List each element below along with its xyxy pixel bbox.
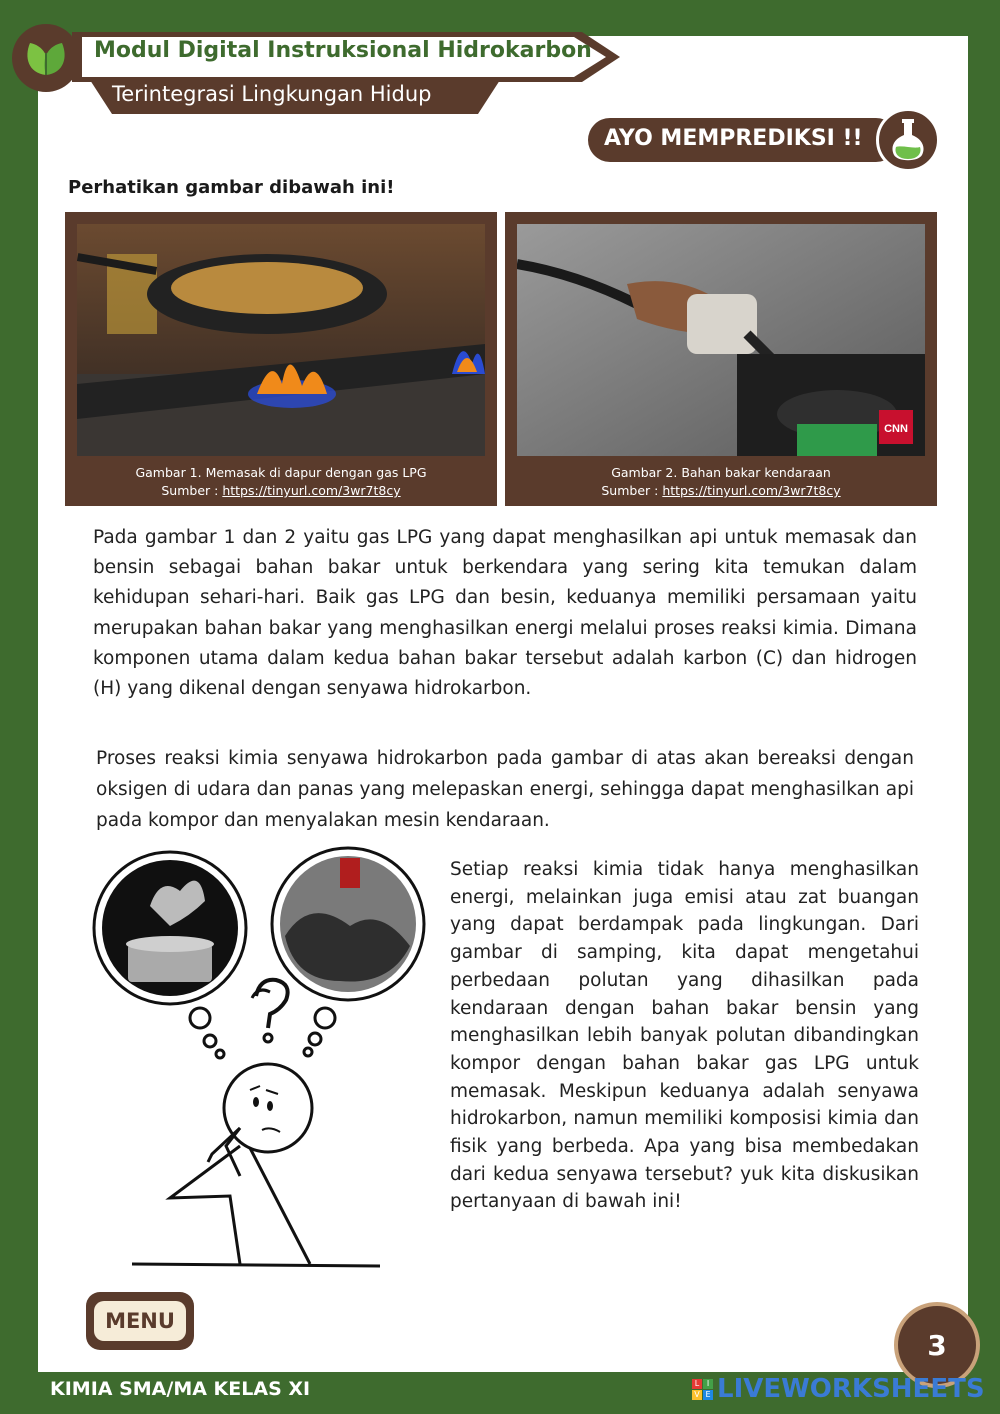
figure-2-image [517,224,925,456]
liveworksheets-brand[interactable] [692,1374,985,1404]
figure-1-source-link[interactable]: https://tinyurl.com/3wr7t8cy [222,483,401,498]
figure-1-image [77,224,485,456]
course-label: KIMIA SMA/MA KELAS XI [50,1378,311,1400]
liveworksheets-wordmark: LIVEWORKSHEETS [717,1374,985,1404]
figure-1-caption: Gambar 1. Memasak di dapur dengan gas LPG [135,465,427,480]
paragraph-3: Setiap reaksi kimia tidak hanya menghasilkan energi, melainkan juga emisi atau zat buangan yang dapat berdampak pada lingkungan. Dari gambar di samping, kita dapat mengetahui perbedaan polutan yang dihasilkan pada kendaraan dengan bahan bakar bensin yang menghasilkan lebih banyak polutan dibandingkan kompor dengan bahan bakar gas LPG untuk memasak. Meskipun keduanya adalah senyawa hidrokarbon, namun memiliki komposisi kimia dan fisik yang berbeda. Apa yang bisa membedakan dari kedua senyawa tersebut? yuk kita diskusikan pertanyaan di bawah ini! [450,859,919,1213]
flask-icon [876,108,940,172]
paragraph-2: Proses reaksi kimia senyawa hidrokarbon pada gambar di atas akan bereaksi dengan oksigen di udara dan panas yang melepaskan energi, sehingga dapat menghasilkan api pada kompor dan menyalakan mesin kendaraan. [96,748,914,831]
question-mark-icon [252,980,288,1042]
menu-button-label: MENU [94,1301,186,1341]
figure-1-source: Sumber : https://tinyurl.com/3wr7t8cy [161,483,401,498]
figure-2-caption: Gambar 2. Bahan bakar kendaraan [611,465,831,480]
figure-2 [505,212,937,506]
module-title: Modul Digital Instruksional Hidrokarbon [94,38,592,63]
figure-1 [65,212,497,506]
section-badge: AYO MEMPREDIKSI !! [588,118,898,162]
figure-2-source: Sumber : https://tinyurl.com/3wr7t8cy [601,483,841,498]
paragraph-1: Pada gambar 1 dan 2 yaitu gas LPG yang dapat menghasilkan api untuk memasak dan bensin sebagai bahan bakar untuk berkendara yang sering kita temukan dalam kehidupan sehari-hari. Baik gas LPG dan besin, keduanya memiliki persamaan yaitu merupakan bahan bakar yang menghasilkan energi melalui proses reaksi kimia. Dimana komponen utama dalam kedua bahan bakar tersebut adalah karbon (C) dan hidrogen (H) yang dikenal dengan senyawa hidrokarbon. [93,527,917,700]
page-number: 3 [894,1302,980,1388]
figure-2-source-link[interactable]: https://tinyurl.com/3wr7t8cy [662,483,841,498]
module-subtitle: Terintegrasi Lingkungan Hidup [112,82,432,106]
menu-button[interactable] [86,1292,194,1350]
svg-text:CNN: CNN [884,423,908,435]
liveworksheets-logo-icon: L I V E [692,1379,713,1400]
intro-instruction: Perhatikan gambar dibawah ini! [68,177,395,198]
thinking-person-illustration [90,846,440,1270]
